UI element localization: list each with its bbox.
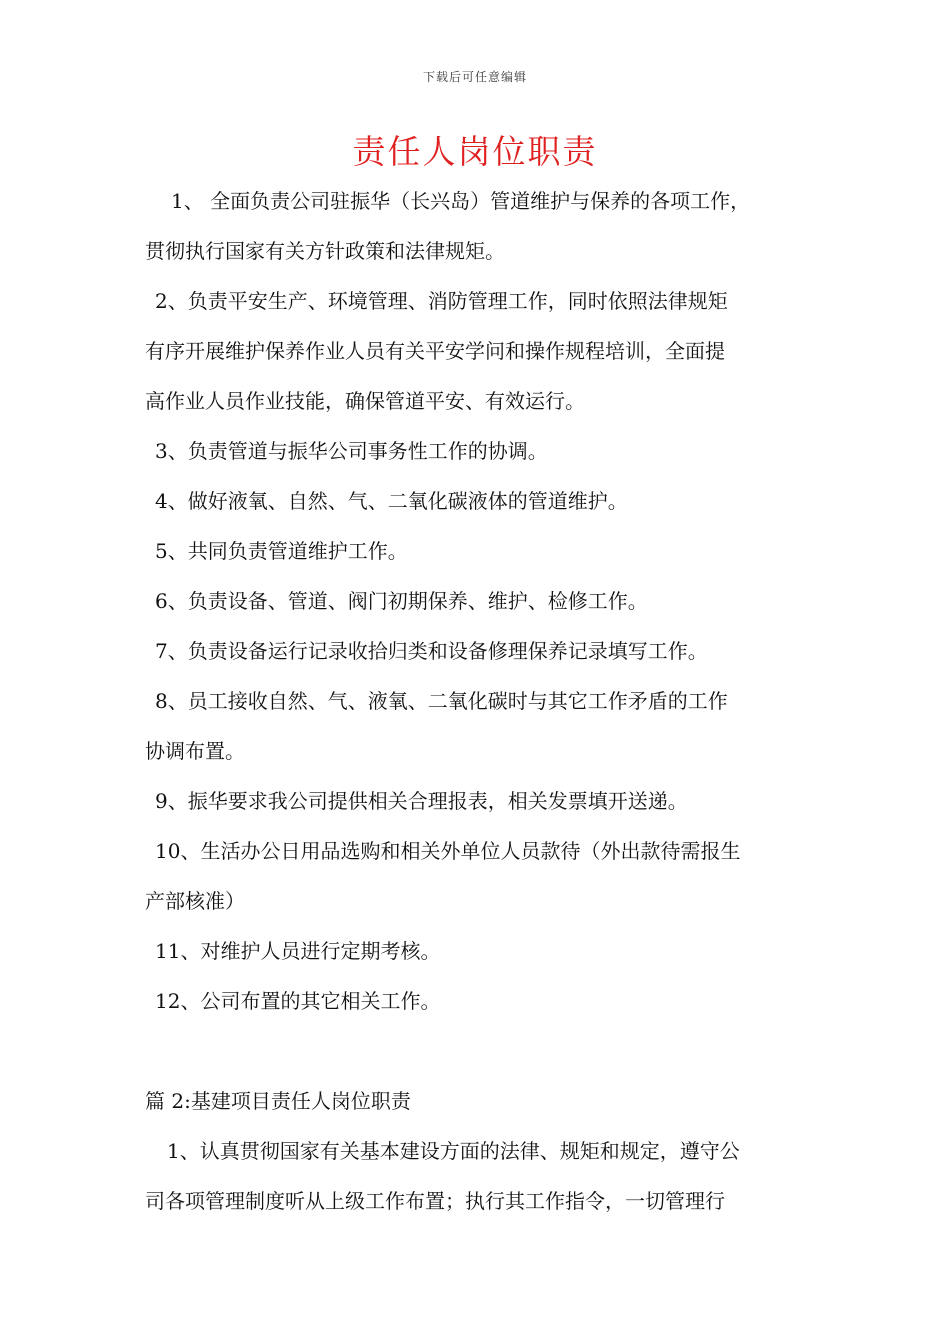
paragraph-line: 1、认真贯彻国家有关基本建设方面的法律、规矩和规定，遵守公 — [167, 1139, 740, 1163]
paragraph-line: 4、做好液氧、自然、气、二氧化碳液体的管道维护。 — [155, 489, 628, 513]
paragraph-line: 1、 全面负责公司驻振华（长兴岛）管道维护与保养的各项工作， — [171, 189, 751, 213]
paragraph-line: 6、负责设备、管道、阀门初期保养、维护、检修工作。 — [155, 589, 648, 613]
paragraph-line: 7、负责设备运行记录收拾归类和设备修理保养记录填写工作。 — [155, 639, 708, 663]
paragraph-line: 贯彻执行国家有关方针政策和法律规矩。 — [145, 239, 505, 263]
paragraph-line: 5、共同负责管道维护工作。 — [155, 539, 408, 563]
paragraph-line: 协调布置。 — [145, 739, 245, 763]
paragraph-line: 10、生活办公日用品选购和相关外单位人员款待（外出款待需报生 — [155, 839, 741, 863]
blank-line — [145, 1026, 815, 1076]
paragraph-line: 11、对维护人员进行定期考核。 — [155, 939, 441, 963]
paragraph-line: 有序开展维护保养作业人员有关平安学问和操作规程培训，全面提 — [145, 339, 725, 363]
paragraph-line: 司各项管理制度听从上级工作布置；执行其工作指令，一切管理行 — [145, 1189, 725, 1213]
paragraph-line: 3、负责管道与振华公司事务性工作的协调。 — [155, 439, 548, 463]
paragraph-line: 高作业人员作业技能，确保管道平安、有效运行。 — [145, 389, 585, 413]
header-note: 下载后可任意编辑 — [422, 70, 527, 84]
paragraph-line: 8、员工接收自然、气、液氧、二氧化碳时与其它工作矛盾的工作 — [155, 689, 728, 713]
paragraph-line: 9、振华要求我公司提供相关合理报表，相关发票填开送递。 — [155, 789, 688, 813]
paragraph-line: 产部核准） — [145, 889, 245, 913]
section-heading: 篇 2:基建项目责任人岗位职责 — [145, 1089, 411, 1113]
document-title: 责任人岗位职责 — [352, 132, 598, 171]
paragraph-line: 12、公司布置的其它相关工作。 — [155, 989, 441, 1013]
document-body — [145, 176, 815, 1226]
paragraph-line: 2、负责平安生产、环境管理、消防管理工作，同时依照法律规矩 — [155, 289, 728, 313]
